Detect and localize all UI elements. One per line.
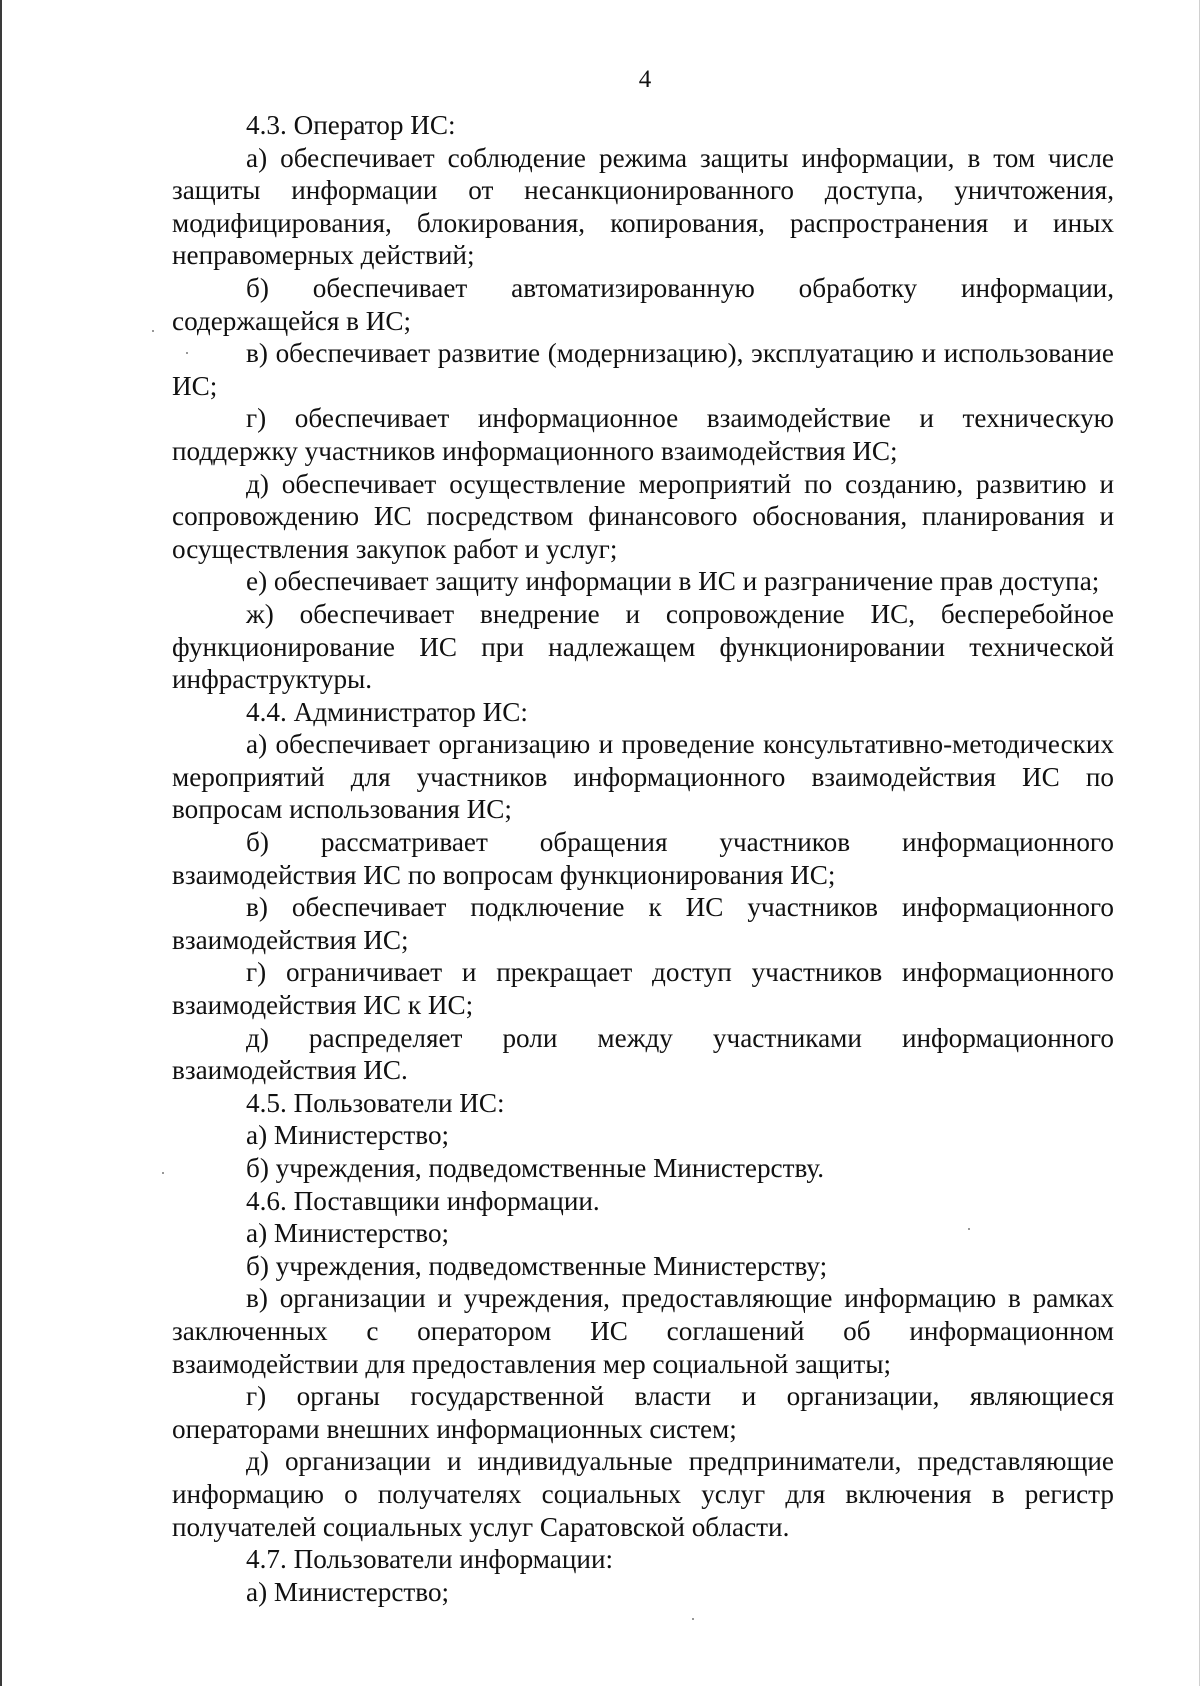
list-item: а) обеспечивает соблюдение режима защиты информации, в том числе защиты информации от несанкционированного доступа, уничтожения, модифицирования, блокирования, копирования, распространения и иных неправомерных действий; xyxy=(172,142,1114,271)
list-item: г) обеспечивает информационное взаимодействие и техническую поддержку участников информационного взаимодействия ИС; xyxy=(172,403,1114,466)
list-item: ж) обеспечивает внедрение и сопровождение ИС, бесперебойное функционирование ИС при надлежащем функционировании технической инфраструктуры. xyxy=(172,598,1114,695)
scan-speck xyxy=(186,352,188,354)
list-item: г) ограничивает и прекращает доступ участников информационного взаимодействия ИС к ИС; xyxy=(172,957,1114,1021)
page-number: 4 xyxy=(638,66,652,93)
list-item: а) Министерство; xyxy=(246,1218,450,1249)
document-body xyxy=(172,109,1114,1608)
section-heading-4-3: 4.3. Оператор ИС: xyxy=(246,110,456,140)
scan-speck xyxy=(162,1172,164,1174)
list-item: б) учреждения, подведомственные Министерству. xyxy=(246,1153,825,1183)
list-item: в) обеспечивает подключение к ИС участников информационного взаимодействия ИС; xyxy=(172,892,1114,955)
scan-edge-left xyxy=(0,0,2,1686)
scan-speck xyxy=(968,1228,970,1230)
list-item: г) органы государственной власти и организации, являющиеся операторами внешних информационных систем; xyxy=(172,1381,1114,1444)
list-item: в) обеспечивает развитие (модернизацию), эксплуатацию и использование ИС; xyxy=(172,338,1114,401)
section-heading-4-4: 4.4. Администратор ИС: xyxy=(246,696,528,727)
list-item: а) Министерство; xyxy=(246,1120,450,1151)
list-item: в) организации и учреждения, предоставляющие информацию в рамках заключенных с оператором ИС соглашений об информационном взаимодействии для предоставления мер социальной защиты; xyxy=(172,1283,1114,1379)
list-item: д) распределяет роли между участниками информационного взаимодействия ИС. xyxy=(172,1022,1114,1086)
list-item: б) учреждения, подведомственные Министерству; xyxy=(246,1250,828,1281)
scan-speck xyxy=(692,1618,694,1620)
list-item: а) Министерство; xyxy=(246,1576,450,1607)
list-item: а) обеспечивает организацию и проведение консультативно-методических мероприятий для участников информационного взаимодействия ИС по вопросам использования ИС; xyxy=(172,729,1114,825)
section-heading-4-6: 4.6. Поставщики информации. xyxy=(246,1185,600,1216)
list-item: е) обеспечивает защиту информации в ИС и разграничение прав доступа; xyxy=(246,566,1100,597)
list-item: д) обеспечивает осуществление мероприятий по созданию, развитию и сопровождению ИС посредством финансового обоснования, планирования и осуществления закупок работ и услуг; xyxy=(172,468,1114,564)
list-item: д) организации и индивидуальные предприниматели, представляющие информацию о получателях социальных услуг для включения в регистр получателей социальных услуг Саратовской области. xyxy=(172,1446,1114,1542)
section-heading-4-5: 4.5. Пользователи ИС: xyxy=(246,1087,505,1118)
list-item: б) рассматривает обращения участников информационного взаимодействия ИС по вопросам функционирования ИС; xyxy=(172,827,1114,890)
scan-speck xyxy=(152,330,154,332)
list-item: б) обеспечивает автоматизированную обработку информации, содержащейся в ИС; xyxy=(172,272,1114,336)
section-heading-4-7: 4.7. Пользователи информации: xyxy=(246,1544,614,1575)
